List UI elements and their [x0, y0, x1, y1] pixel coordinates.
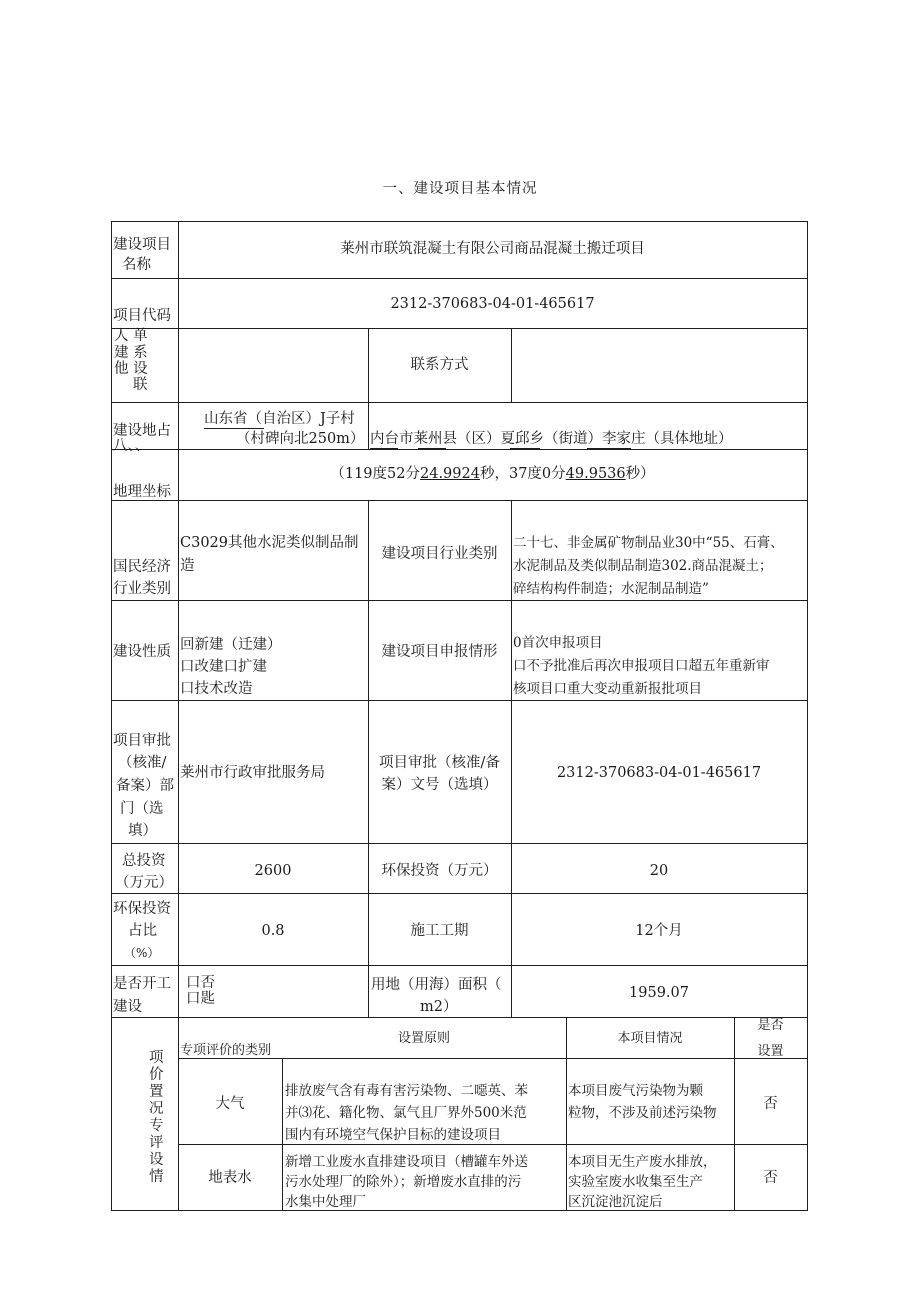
nature-option-rebuild-expand: 口改建口扩建 [180, 659, 267, 675]
longitude-seconds: 24.9924 [420, 466, 480, 482]
location-underline-city [370, 448, 398, 449]
location-address: 内台市莱州县（区）夏邱乡（街道）李家庄（具体地址） [370, 431, 733, 447]
location-underline-county [418, 448, 446, 449]
construction-period-label: 施工工期 [410, 923, 469, 939]
special-air-principle-3: 围内有环境空气保护目标的建设项目 [285, 1127, 501, 1143]
location-label-1: 建设地占 [113, 423, 171, 439]
started-label-1: 是否开工 [113, 976, 171, 992]
location-left-line-1: 山东省（自治区）J子村 [204, 411, 355, 427]
investment-label-2: （万元） [115, 875, 173, 891]
special-air-situation-1: 本项目废气污染物为颗 [568, 1083, 703, 1099]
location-underline-village [587, 448, 631, 449]
coordinates-text-open: （119度52分 [330, 466, 420, 482]
project-name-label-1: 建设项目 [113, 237, 171, 253]
special-side-char-5: 专 [149, 1118, 164, 1134]
contact-method-label: 联系方式 [410, 357, 469, 373]
special-air-type: 大气 [215, 1096, 245, 1112]
special-water-situation-1: 本项目无生产废水排放， [568, 1154, 717, 1170]
approval-label-2: （核准/ [118, 755, 167, 771]
special-header-set-2: 设置 [757, 1044, 784, 1059]
approval-doc-label-1: 项目审批（核准/备 [379, 755, 500, 771]
ratio-label-2: 占比 [128, 923, 157, 939]
special-side-char-6: 评 [149, 1135, 164, 1151]
investment-label-1: 总投资 [122, 853, 166, 869]
coordinates-label: 地理坐标 [113, 484, 171, 500]
contact-label-a: 人 单 [114, 328, 148, 344]
env-investment-value: 20 [649, 863, 669, 879]
special-side-char-3: 置 [149, 1084, 164, 1100]
special-header-type: 专项评价的类别 [180, 1043, 272, 1058]
special-air-principle-2: 并⑶花、籍化物、氯气且厂界外500米范 [285, 1105, 527, 1121]
ratio-value: 0.8 [261, 923, 285, 939]
project-name-label-2: 名称 [122, 257, 151, 273]
industry-value-2: 造 [180, 558, 195, 574]
industry-category-label: 建设项目行业类别 [381, 546, 498, 562]
approval-dept: 莱州市行政审批服务局 [180, 765, 325, 781]
land-area-label-1: 用地（用海）面积（ [371, 977, 502, 993]
industry-label-1: 国民经济 [113, 559, 171, 575]
contact-label-c: 他 设 [114, 361, 148, 377]
industry-category-2: 水泥制品及类似制品制造302.商品混凝土； [513, 558, 773, 574]
nature-label: 建设性质 [113, 644, 171, 660]
special-header-principle: 设置原则 [397, 1031, 450, 1046]
coordinates-text-close: 秒） [625, 466, 655, 482]
project-code-value: 2312-370683-04-01-465617 [390, 296, 595, 312]
industry-category-3: 碎结构构件制造；水泥制品制造” [513, 581, 709, 597]
ratio-label-3: （%） [124, 946, 160, 960]
special-air-principle-1: 排放废气含有毒有害污染物、二噁英、苯 [285, 1083, 528, 1099]
special-side-char-8: 情 [149, 1169, 164, 1185]
special-side-char-1: 项 [149, 1050, 164, 1066]
declare-option-3: 核项目口重大变动重新报批项目 [513, 681, 702, 697]
nature-option-new: 回新建（迁建） [180, 637, 282, 653]
special-side-char-2: 价 [149, 1067, 164, 1083]
special-side-char-4: 况 [149, 1101, 164, 1117]
ratio-label-1: 环保投资 [113, 901, 171, 917]
special-header-set-1: 是否 [757, 1018, 784, 1033]
construction-period-value: 12个月 [635, 923, 683, 939]
location-underline-province [204, 428, 264, 429]
special-water-principle-2: 污水处理厂的除外）；新增废水直排的污 [285, 1174, 522, 1190]
special-air-situation-2: 粒物，不涉及前述污染物 [568, 1105, 717, 1121]
coordinates-text-mid: 秒，37度0分 [479, 466, 566, 482]
location-left-line-2: （村碑向北250m） [236, 431, 365, 447]
contact-label-b: 建 系 [114, 345, 148, 361]
location-underline-town [510, 448, 540, 449]
page-title: 一、建设项目基本情况 [382, 181, 538, 197]
coordinates-value [178, 463, 807, 485]
investment-value: 2600 [254, 863, 292, 879]
special-water-situation-3: 区沉淀池沉淀后 [568, 1194, 663, 1210]
special-water-type: 地表水 [208, 1170, 252, 1186]
industry-label-2: 行业类别 [113, 581, 171, 597]
project-name-value: 莱州市联筑混凝土有限公司商品混凝土搬迁项目 [340, 241, 645, 257]
started-option-yes: 口匙 [186, 991, 215, 1007]
latitude-seconds: 49.9536 [565, 466, 626, 482]
started-option-no: 口否 [186, 975, 215, 991]
approval-label-1: 项目审批 [113, 733, 171, 749]
approval-label-4: 门（选 [120, 801, 164, 817]
special-side-char-7: 设 [149, 1152, 164, 1168]
contact-label-d: 联 [133, 377, 148, 393]
industry-category-1: 二十七、非金属矿物制品业30中“55、石膏、 [513, 535, 784, 551]
location-label-2: 八、、 [113, 438, 150, 454]
started-label-2: 建设 [113, 999, 142, 1015]
special-water-principle-3: 水集中处理厂 [285, 1194, 366, 1210]
declare-label: 建设项目申报情形 [381, 644, 498, 660]
special-water-situation-2: 实验室废水收集至生产 [568, 1174, 703, 1190]
declare-option-2: 口不予批准后再次申报项目口超五年重新审 [513, 658, 770, 674]
project-code-label: 项目代码 [113, 308, 171, 324]
approval-doc-no: 2312-370683-04-01-465617 [556, 765, 762, 781]
land-area-value: 1959.07 [629, 985, 689, 1001]
nature-option-tech: 口技术改造 [180, 681, 253, 697]
declare-option-1: 0首次申报项目 [513, 635, 603, 651]
special-header-situation: 本项目情况 [617, 1031, 683, 1046]
land-area-label-2: m2） [420, 999, 458, 1015]
special-water-principle-1: 新增工业废水直排建设项目（槽罐车外送 [285, 1154, 528, 1170]
approval-label-5: 填） [128, 823, 157, 839]
env-investment-label: 环保投资（万元） [381, 863, 498, 879]
approval-doc-label-2: 案）文号（选填） [381, 777, 498, 793]
approval-label-3: 备案）部 [116, 778, 174, 794]
industry-value-1: C3029其他水泥类似制品制 [180, 535, 359, 551]
special-air-set: 否 [763, 1096, 778, 1112]
special-water-set: 否 [763, 1170, 778, 1186]
